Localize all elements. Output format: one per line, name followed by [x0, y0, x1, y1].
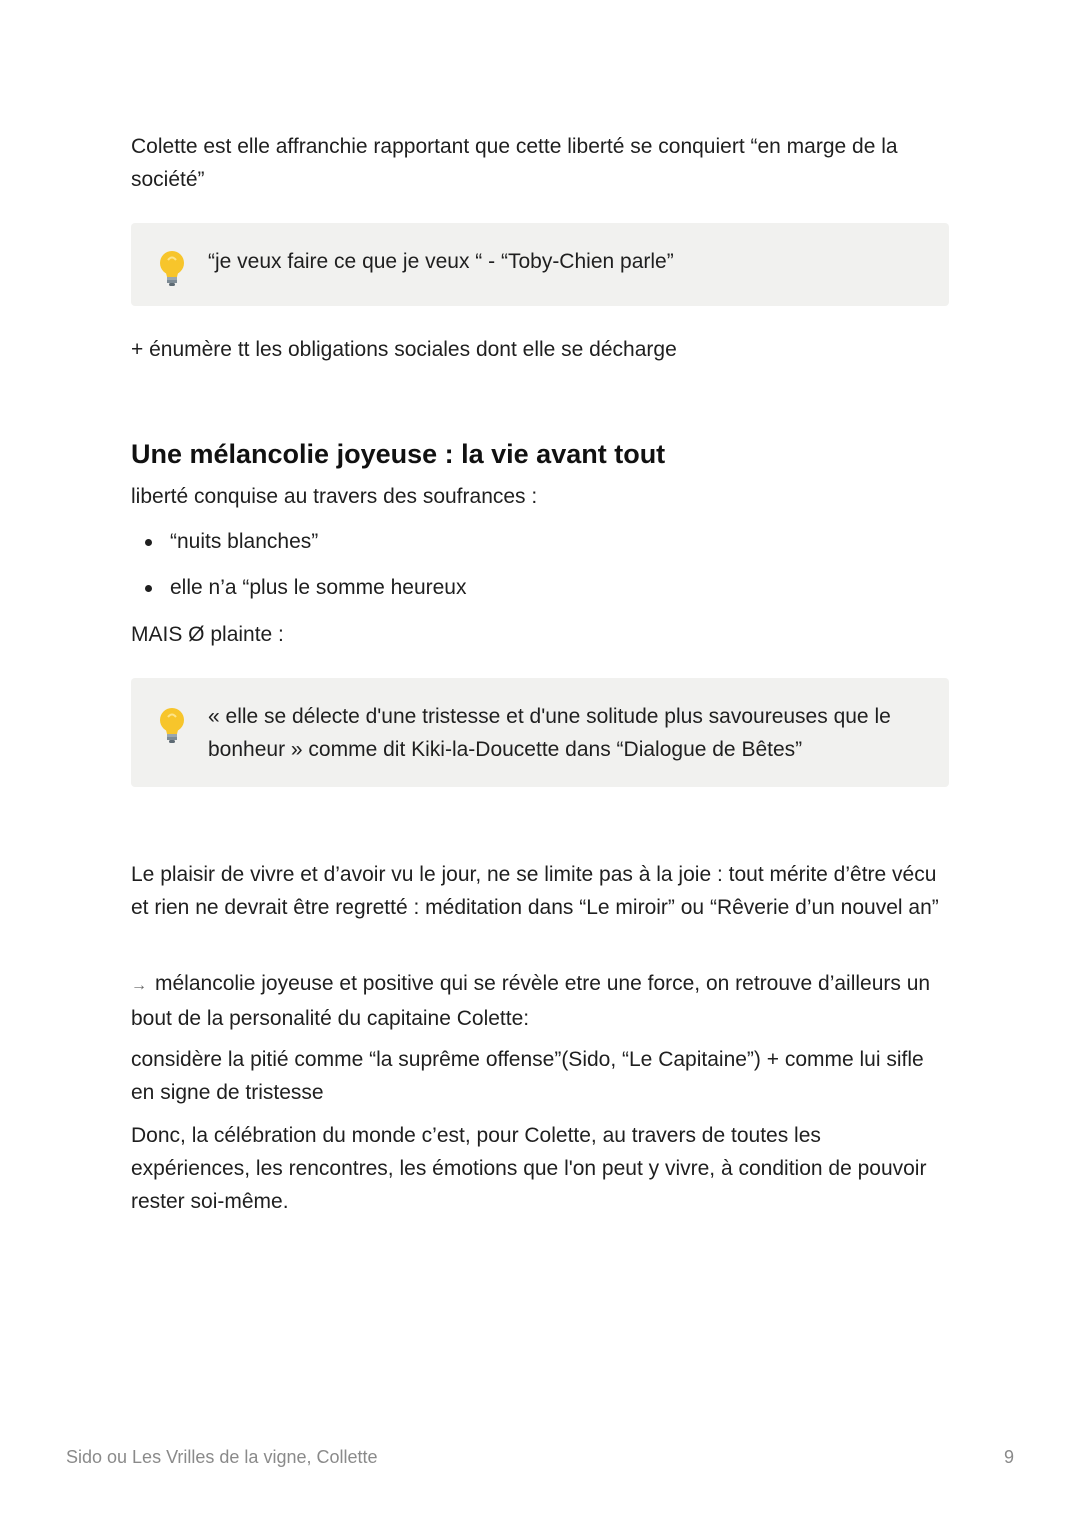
intro-paragraph: Colette est elle affranchie rapportant que cette liberté se conquiert “en marge de la société”: [131, 135, 898, 191]
plaisir-paragraph: Le plaisir de vivre et d’avoir vu le jour, ne se limite pas à la joie : tout mérite d’être vécu et rien ne devrait être regretté : méditation dans “Le miroir” ou “Rêverie d’un nouvel an”: [131, 863, 939, 919]
page-number: 9: [1003, 1447, 1014, 1467]
conclusion-paragraph: Donc, la célébration du monde c’est, pour Colette, au travers de toutes les expériences, les rencontres, les émotions que l'on peut y vivre, à condition de pouvoir rester soi-même.: [131, 1124, 927, 1213]
callout-2-text: « elle se délecte d'une tristesse et d'une solitude plus savoureuses que le bonheur » comme dit Kiki-la-Doucette dans “Dialogue de Bêtes”: [208, 705, 891, 761]
lightbulb-icon: [153, 705, 191, 745]
bullet-dot: [145, 539, 152, 546]
melancolie-paragraph: [131, 967, 941, 1035]
section-lead: liberté conquise au travers des soufrances :: [131, 485, 538, 508]
lightbulb-icon: [153, 248, 191, 288]
pitie-paragraph: considère la pitié comme “la suprême offense”(Sido, “Le Capitaine”) + comme lui sifle en signe de tristesse: [131, 1048, 924, 1104]
bullet-dot: [145, 585, 152, 592]
enumeration-line: + énumère tt les obligations sociales dont elle se décharge: [131, 338, 677, 361]
quote-callout-1: [131, 223, 949, 306]
melancolie-text: mélancolie joyeuse et positive qui se révèle etre une force, on retrouve d’ailleurs un bout de la personalité du capitaine Colette:: [131, 972, 931, 1030]
list-item-text: “nuits blanches”: [170, 530, 319, 553]
mais-line: MAIS Ø plainte :: [131, 623, 284, 646]
right-arrow-icon: →: [131, 977, 147, 994]
quote-callout-2: [131, 678, 949, 787]
section-heading: Une mélancolie joyeuse : la vie avant tout: [131, 439, 666, 469]
list-item-text: elle n’a “plus le somme heureux: [170, 576, 467, 599]
callout-1-text: “je veux faire ce que je veux “ - “Toby-Chien parle”: [208, 250, 674, 273]
footer-title: Sido ou Les Vrilles de la vigne, Collette: [66, 1447, 378, 1467]
